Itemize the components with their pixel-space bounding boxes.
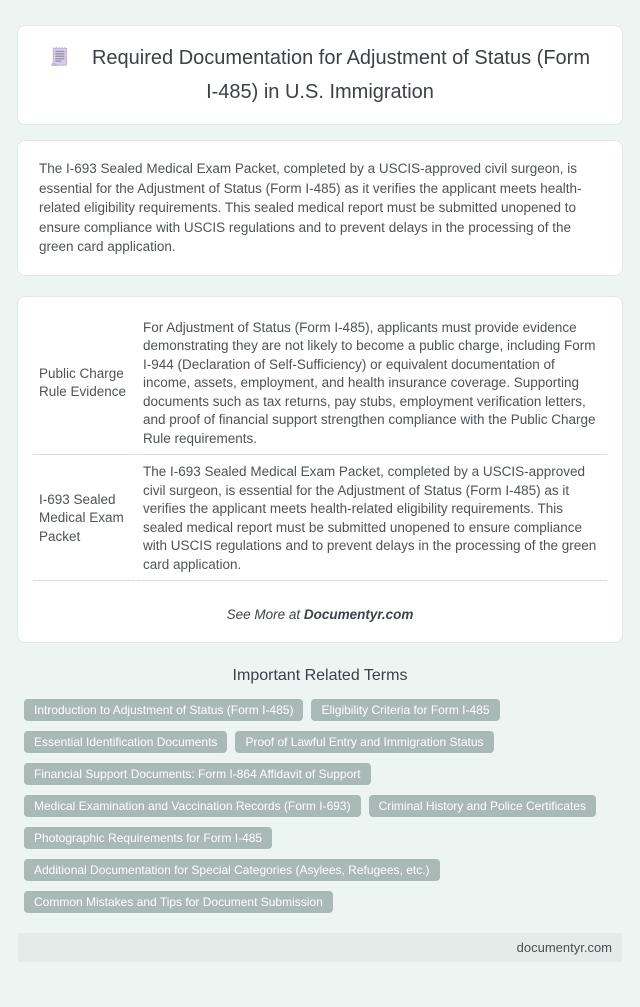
related-term-tag[interactable]: Additional Documentation for Special Categories (Asylees, Refugees, etc.) <box>24 859 440 881</box>
summary-text: The I-693 Sealed Medical Exam Packet, completed by a USCIS-approved civil surgeon, is essential for the Adjustment of Status (Form I-485) as it verifies the applicant meets health-related eligibility requirements. This sealed medical report must be submitted unopened to ensure compliance with USCIS regulations and to prevent delays in the processing of the green card application. <box>39 161 582 254</box>
see-more-site-link[interactable]: Documentyr.com <box>303 607 414 622</box>
term-cell: Public Charge Rule Evidence <box>33 313 135 456</box>
footer-site-link[interactable]: documentyr.com <box>516 940 612 955</box>
related-terms-list <box>24 699 616 913</box>
definitions-card <box>17 296 623 644</box>
related-term-tag[interactable]: Essential Identification Documents <box>24 731 227 753</box>
page-title-text: Required Documentation for Adjustment of Status (Form I-485) in U.S. Immigration <box>91 47 590 103</box>
related-terms-heading: Important Related Terms <box>232 667 408 684</box>
definitions-table <box>31 311 609 584</box>
related-term-tag[interactable]: Eligibility Criteria for Form I-485 <box>311 699 499 721</box>
footer <box>18 933 622 962</box>
table-row <box>33 457 607 581</box>
receipt-icon <box>50 46 70 77</box>
summary-card <box>17 140 623 276</box>
related-term-tag[interactable]: Common Mistakes and Tips for Document Submission <box>24 891 333 913</box>
page-title <box>44 43 596 107</box>
related-term-tag[interactable]: Photographic Requirements for Form I-485 <box>24 827 272 849</box>
table-row <box>33 313 607 456</box>
header-card <box>17 25 623 125</box>
definition-cell: The I-693 Sealed Medical Exam Packet, completed by a USCIS-approved civil surgeon, is essential for the Adjustment of Status (Form I-485) as it verifies the applicant meets health-related eligibility requirements. This sealed medical report must be submitted unopened to ensure compliance with USCIS regulations and to prevent delays in the processing of the green card application. <box>137 457 607 581</box>
related-term-tag[interactable]: Medical Examination and Vaccination Records (Form I-693) <box>24 795 361 817</box>
related-term-tag[interactable]: Proof of Lawful Entry and Immigration Status <box>235 731 493 753</box>
page <box>0 25 640 994</box>
related-term-tag[interactable]: Financial Support Documents: Form I-864 Affidavit of Support <box>24 763 371 785</box>
related-term-tag[interactable]: Criminal History and Police Certificates <box>369 795 596 817</box>
definition-cell: For Adjustment of Status (Form I-485), applicants must provide evidence demonstrating they are not likely to become a public charge, including Form I-944 (Declaration of Self-Sufficiency) or equivalent documentation of income, assets, employment, and health insurance coverage. Supporting documents such as tax returns, pay stubs, employment verification letters, and proof of financial support strengthen compliance with the Public Charge Rule requirements. <box>137 313 607 456</box>
related-term-tag[interactable]: Introduction to Adjustment of Status (Form I-485) <box>24 699 303 721</box>
term-cell: I-693 Sealed Medical Exam Packet <box>33 457 135 581</box>
see-more <box>31 607 609 622</box>
see-more-prefix: See More at <box>226 607 304 622</box>
